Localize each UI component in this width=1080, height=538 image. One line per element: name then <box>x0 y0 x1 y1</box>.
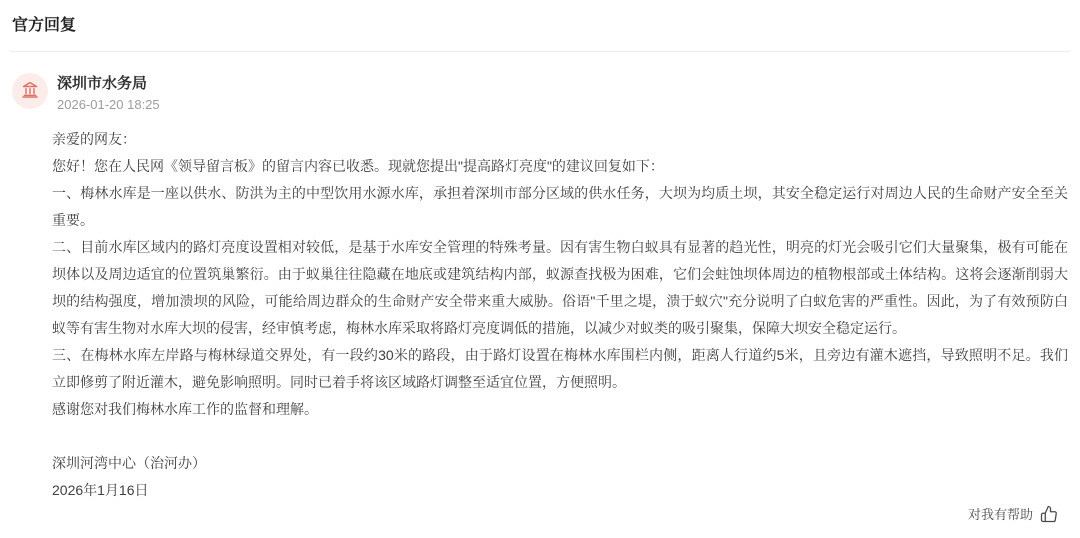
page-title: 官方回复 <box>12 17 77 34</box>
reply-body <box>0 113 1080 423</box>
signature-block <box>0 423 1080 504</box>
reply-paragraph: 您好！您在人民网《领导留言板》的留言内容已收悉。现就您提出"提高路灯亮度"的建议回复如下： <box>52 158 664 174</box>
bank-building-icon <box>20 79 40 104</box>
page-header <box>0 0 1080 37</box>
helpful-button[interactable] <box>968 504 1058 523</box>
thumbs-up-icon <box>1040 505 1058 523</box>
agency-block <box>57 73 160 113</box>
reply-header <box>0 52 1080 113</box>
reply-timestamp: 2026-01-20 18:25 <box>57 97 160 112</box>
signature-agency: 深圳河湾中心（治河办） <box>52 455 206 471</box>
signature-date: 2026年1月16日 <box>52 482 149 498</box>
reply-paragraph: 三、在梅林水库左岸路与梅林绿道交界处，有一段约30米的路段，由于路灯设置在梅林水库围栏内侧，距离人行道约5米，且旁边有灌木遮挡，导致照明不足。我们立即修剪了附近灌木，避免影响照明。同时已着手将该区域路灯调整至适宜位置，方便照明。 <box>52 347 1068 390</box>
reply-paragraph: 一、梅林水库是一座以供水、防洪为主的中型饮用水源水库，承担着深圳市部分区域的供水任务，大坝为均质土坝，其安全稳定运行对周边人民的生命财产安全至关重要。 <box>52 185 1068 228</box>
agency-name: 深圳市水务局 <box>57 75 148 92</box>
reply-paragraph: 感谢您对我们梅林水库工作的监督和理解。 <box>52 401 318 417</box>
helpful-label: 对我有帮助 <box>967 507 1033 522</box>
avatar <box>12 73 48 109</box>
reply-paragraph: 亲爱的网友： <box>52 131 136 147</box>
reply-paragraph: 二、目前水库区域内的路灯亮度设置相对较低，是基于水库安全管理的特殊考量。因有害生物白蚁具有显著的趋光性，明亮的灯光会吸引它们大量聚集，极有可能在坝体以及周边适宜的位置筑巢繁衍。由于蚁巢往往隐藏在地底或建筑结构内部，蚁源查找极为困难，它们会蛀蚀坝体周边的植物根部或土体结构。这将会逐渐削弱大坝的结构强度，增加溃坝的风险，可能给周边群众的生命财产安全带来重大威胁。俗语"千里之堤，溃于蚁穴"充分说明了白蚁危害的严重性。因此，为了有效预防白蚁等有害生物对水库大坝的侵害，经审慎考虑，梅林水库采取将路灯亮度调低的措施，以减少对蚁类的吸引聚集，保障大坝安全稳定运行。 <box>52 239 1068 336</box>
